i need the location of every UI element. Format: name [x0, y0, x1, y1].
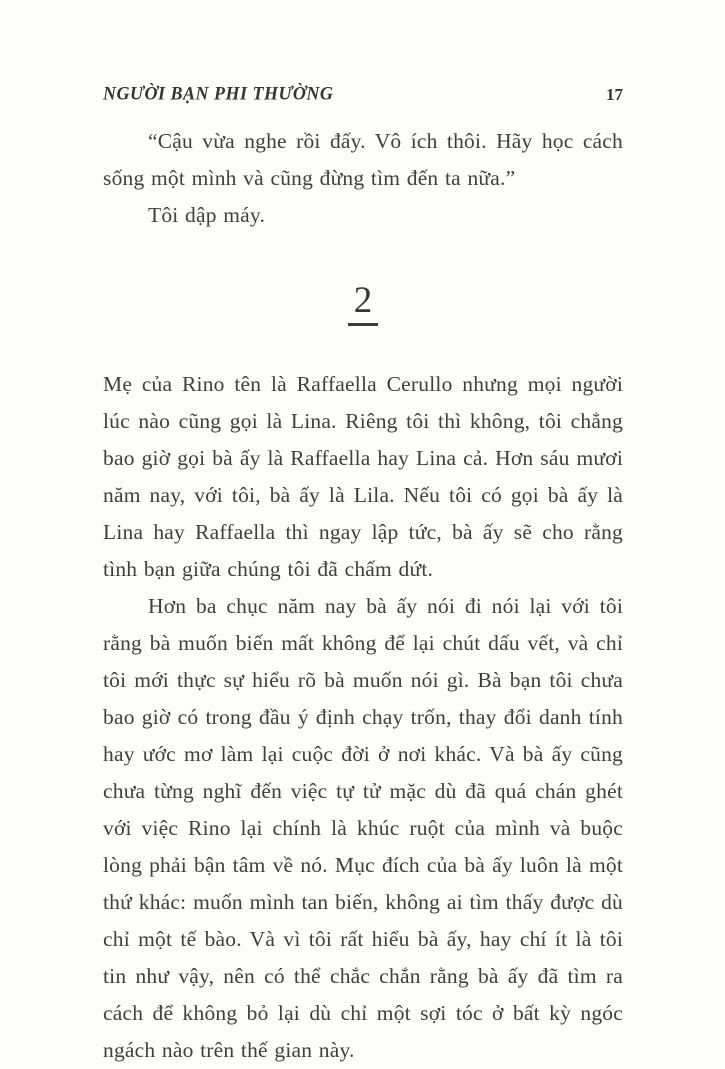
body-paragraph-1: Mẹ của Rino tên là Raffaella Cerullo nhưng mọi người lúc nào cũng gọi là Lina. Riêng tôi thì không, tôi chẳng bao giờ gọi bà ấy là Raffaella hay Lina cả. Hơn sáu mươi năm nay, với tôi, bà ấy là Lila. Nếu tôi có gọi bà ấy là Lina hay Raffaella thì ngay lập tức, bà ấy sẽ cho rằng tình bạn giữa chúng tôi đã chấm dứt.	[103, 372, 623, 581]
running-head	[103, 84, 623, 105]
chapter-number: 2	[348, 282, 379, 326]
body-paragraph-2: Hơn ba chục năm nay bà ấy nói đi nói lại với tôi rằng bà muốn biến mất không để lại chút dấu vết, và chỉ tôi mới thực sự hiểu rõ bà muốn nói gì. Bà bạn tôi chưa bao giờ có trong đầu ý định chạy trốn, thay đổi danh tính hay ước mơ làm lại cuộc đời ở nơi khác. Và bà ấy cũng chưa từng nghĩ đến việc tự tử mặc dù đã quá chán ghét với việc Rino lại chính là khúc ruột của mình và buộc lòng phải bận tâm về nó. Mục đích của bà ấy luôn là một thứ khác: muốn mình tan biến, không ai tìm thấy được dù chỉ một tế bào. Và vì tôi rất hiểu bà ấy, hay chí ít là tôi tin như vậy, nên có thể chắc chắn rằng bà ấy đã tìm ra cách để không bỏ lại dù chỉ một sợi tóc ở bất kỳ ngóc ngách nào trên thế gian này.	[103, 594, 623, 1062]
intro-paragraph-action: Tôi dập máy.	[148, 203, 266, 227]
page-content	[103, 84, 623, 1069]
chapter-heading	[103, 282, 623, 326]
intro-section	[103, 123, 623, 234]
running-head-title: NGƯỜI BẠN PHI THƯỜNG	[103, 82, 334, 104]
intro-paragraph-quote: “Cậu vừa nghe rồi đấy. Vô ích thôi. Hãy học cách sống một mình và cũng đừng tìm đến ta nữa.”	[103, 129, 623, 190]
page-number: 17	[606, 85, 623, 104]
chapter-body	[103, 366, 623, 1069]
